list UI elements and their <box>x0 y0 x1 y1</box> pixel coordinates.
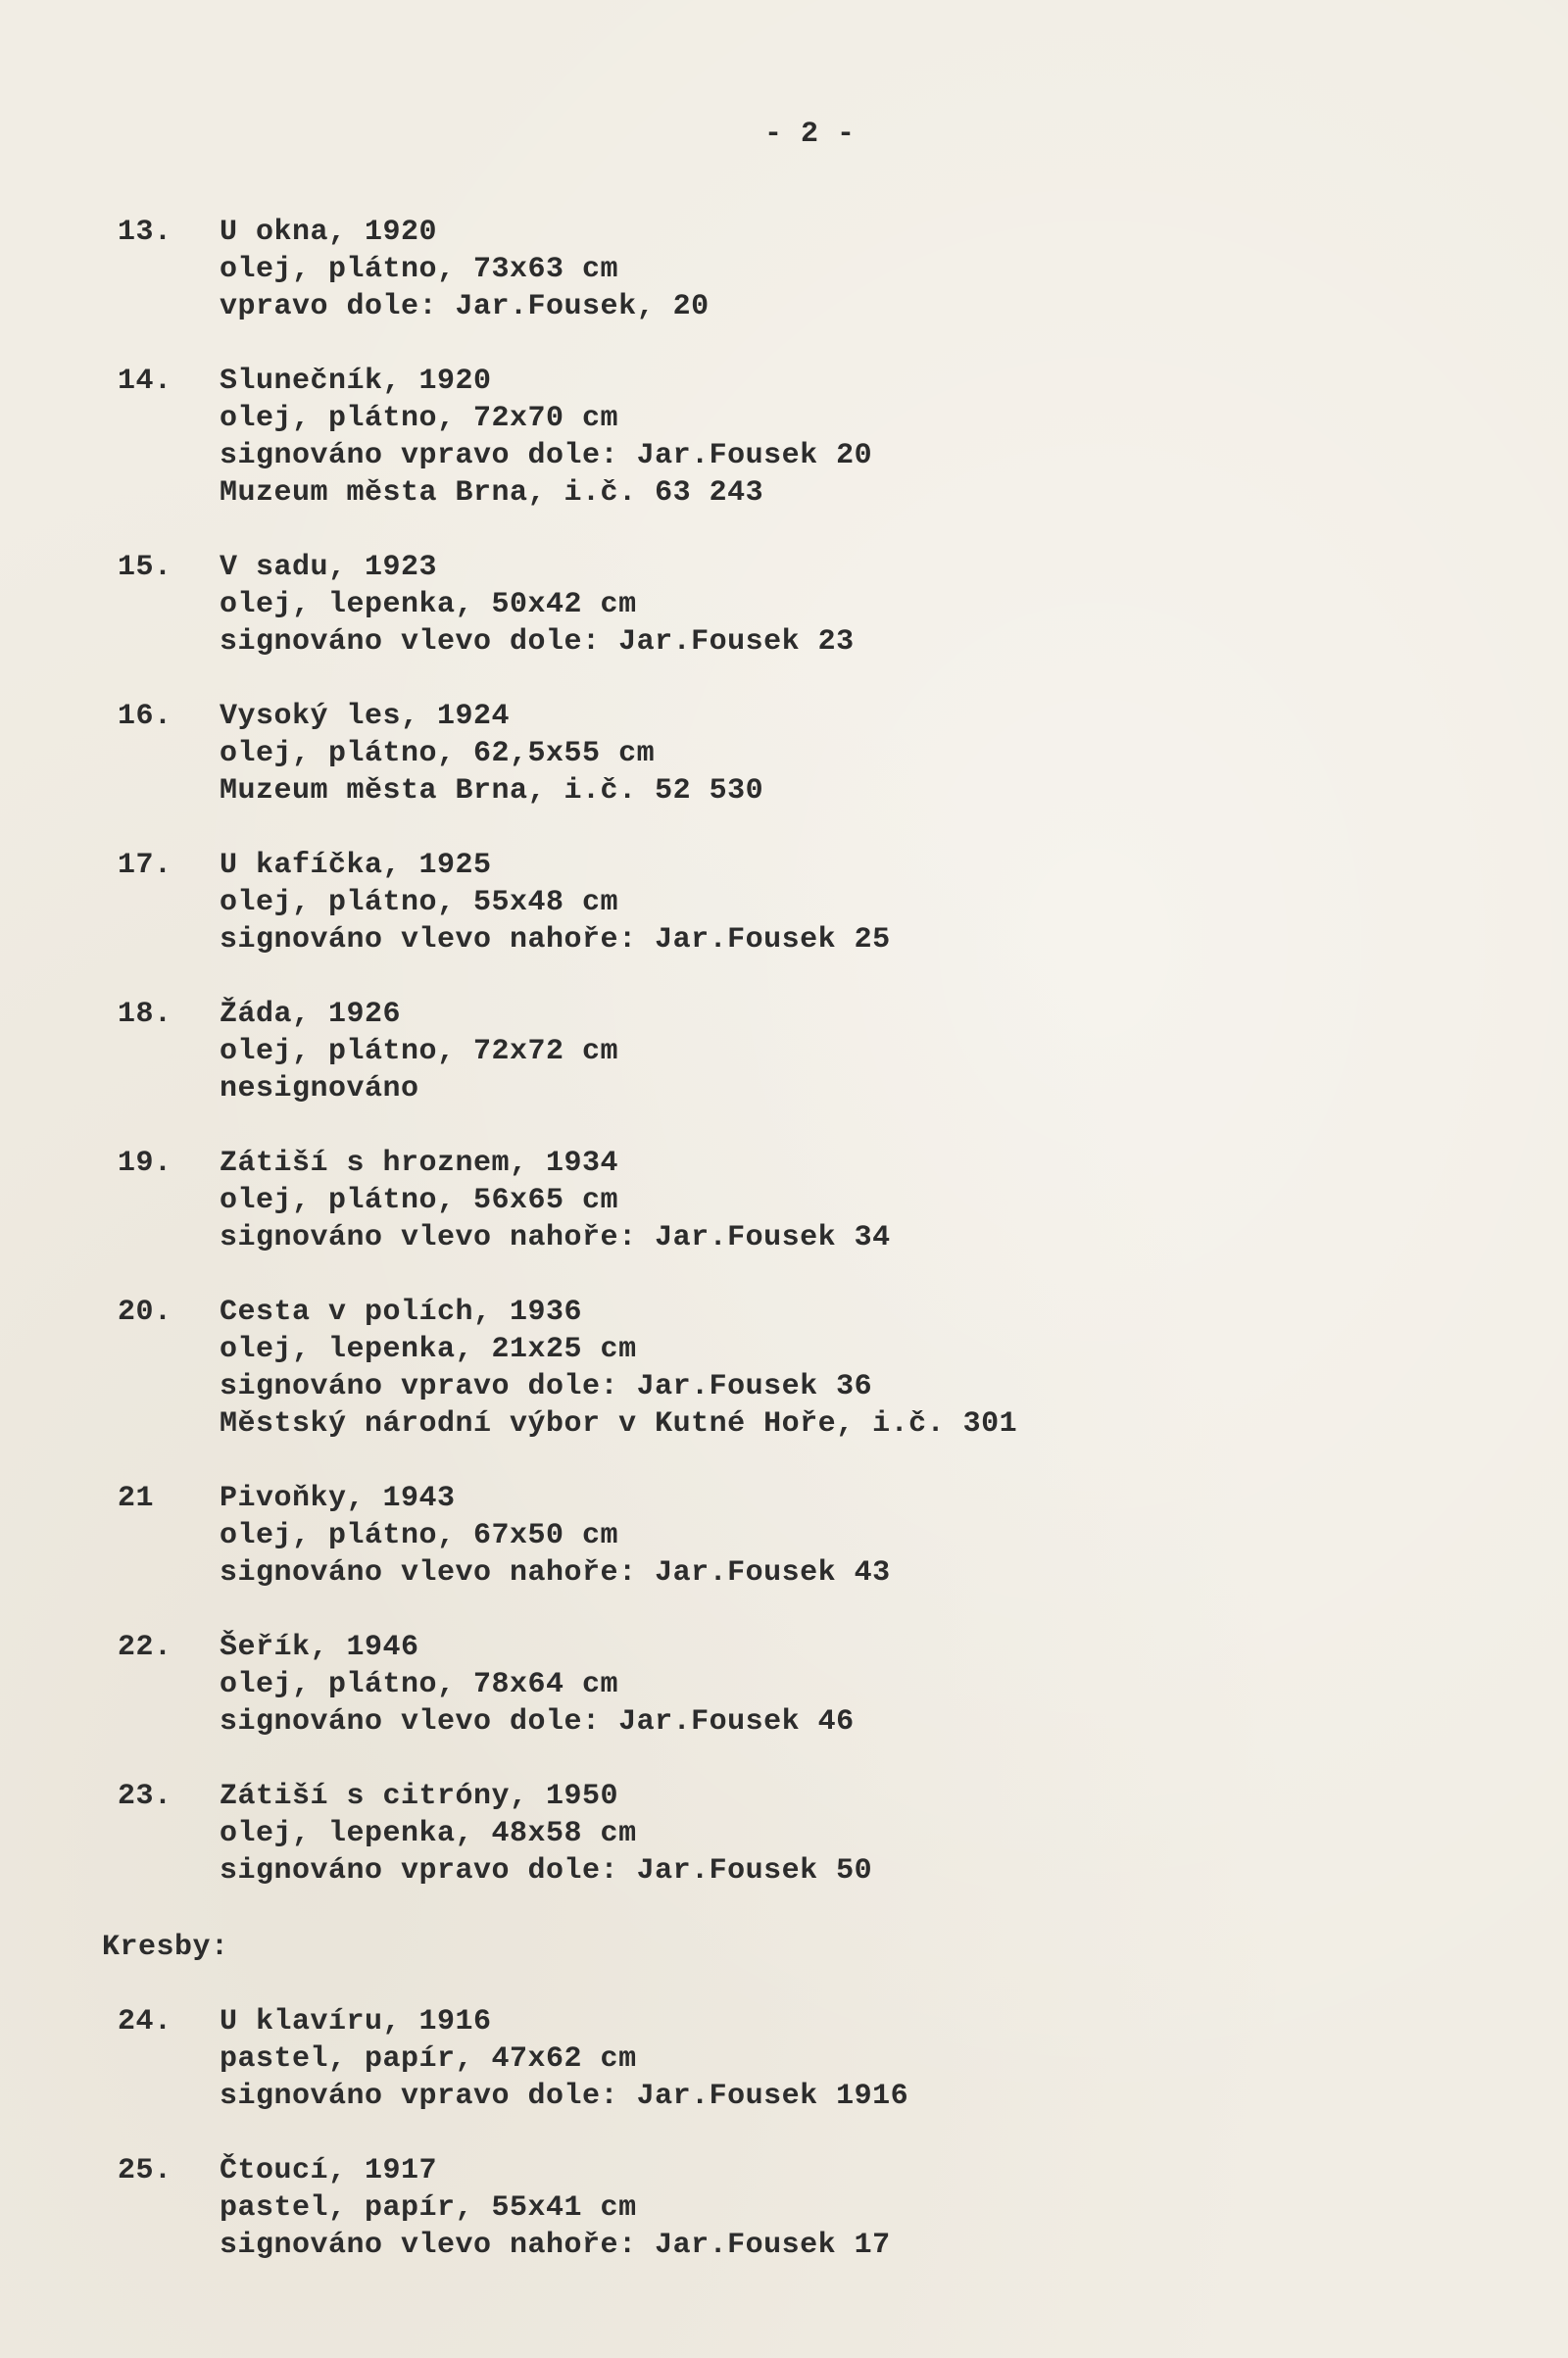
page-number: - 2 - <box>764 118 856 151</box>
entry-detail: signováno vpravo dole: Jar.Fousek 36 <box>220 1370 873 1403</box>
catalogue-entry <box>118 1778 1411 1890</box>
entry-detail: olej, plátno, 72x70 cm <box>220 402 619 435</box>
entry-detail: olej, plátno, 67x50 cm <box>220 1519 619 1552</box>
entry-number: 20. <box>118 1296 172 1329</box>
catalogue-entry <box>118 1145 1411 1256</box>
entry-detail: olej, plátno, 55x48 cm <box>220 886 619 919</box>
entry-title: V sadu, 1923 <box>220 551 438 584</box>
entry-title: Zátiší s hroznem, 1934 <box>220 1147 619 1180</box>
entry-title: U klavíru, 1916 <box>220 2005 492 2039</box>
entry-number: 23. <box>118 1780 172 1813</box>
catalogue-entry <box>118 363 1411 512</box>
entry-title: Pivoňky, 1943 <box>220 1482 456 1515</box>
entry-detail: signováno vlevo dole: Jar.Fousek 46 <box>220 1705 855 1739</box>
entry-title: Cesta v polích, 1936 <box>220 1296 583 1329</box>
entry-detail: signováno vpravo dole: Jar.Fousek 50 <box>220 1854 873 1888</box>
catalogue-entry <box>118 1629 1411 1741</box>
catalogue-entry <box>118 214 1411 325</box>
entry-number: 21 <box>118 1482 155 1515</box>
entry-detail: vpravo dole: Jar.Fousek, 20 <box>220 290 710 323</box>
entry-number: 18. <box>118 998 172 1031</box>
entry-title: Zátiší s citróny, 1950 <box>220 1780 619 1813</box>
entry-detail: olej, plátno, 56x65 cm <box>220 1184 619 1217</box>
entry-title: U okna, 1920 <box>220 216 438 249</box>
entry-detail: Muzeum města Brna, i.č. 63 243 <box>220 476 764 510</box>
entry-detail: pastel, papír, 55x41 cm <box>220 2191 637 2225</box>
entry-detail: olej, plátno, 78x64 cm <box>220 1668 619 1701</box>
entry-number: 16. <box>118 700 172 733</box>
entry-detail: signováno vlevo nahoře: Jar.Fousek 25 <box>220 923 891 957</box>
entry-detail: nesignováno <box>220 1072 419 1105</box>
entry-title: U kafíčka, 1925 <box>220 849 492 882</box>
drawings-heading: Kresby: <box>102 1931 229 1964</box>
entry-detail: olej, plátno, 73x63 cm <box>220 253 619 286</box>
entry-title: Čtoucí, 1917 <box>220 2154 438 2187</box>
catalogue-entry <box>118 996 1411 1107</box>
entry-title: Vysoký les, 1924 <box>220 700 511 733</box>
catalogue-entry <box>118 1480 1411 1592</box>
entry-detail: olej, lepenka, 48x58 cm <box>220 1817 637 1850</box>
entry-detail: Městský národní výbor v Kutné Hoře, i.č. 301 <box>220 1407 1018 1441</box>
entry-detail: signováno vlevo nahoře: Jar.Fousek 17 <box>220 2229 891 2262</box>
catalogue-entry <box>118 549 1411 661</box>
entry-detail: Muzeum města Brna, i.č. 52 530 <box>220 774 764 808</box>
entry-number: 14. <box>118 365 172 398</box>
catalogue-entry <box>118 847 1411 958</box>
entry-detail: olej, lepenka, 21x25 cm <box>220 1333 637 1366</box>
catalogue-entry <box>118 1294 1411 1443</box>
entry-number: 17. <box>118 849 172 882</box>
entry-title: Šeřík, 1946 <box>220 1631 419 1664</box>
catalogue-entry <box>118 698 1411 810</box>
entry-detail: signováno vlevo nahoře: Jar.Fousek 43 <box>220 1556 891 1590</box>
catalogue-entry <box>118 2152 1411 2264</box>
entry-detail: signováno vlevo dole: Jar.Fousek 23 <box>220 625 855 659</box>
entry-detail: olej, plátno, 72x72 cm <box>220 1035 619 1068</box>
entry-detail: olej, lepenka, 50x42 cm <box>220 588 637 621</box>
entry-number: 15. <box>118 551 172 584</box>
catalogue-entry <box>118 2003 1411 2115</box>
catalogue-list <box>102 214 1411 2301</box>
entry-detail: olej, plátno, 62,5x55 cm <box>220 737 656 770</box>
entry-number: 25. <box>118 2154 172 2187</box>
paintings-list <box>118 214 1411 1890</box>
entry-detail: signováno vpravo dole: Jar.Fousek 1916 <box>220 2080 909 2113</box>
entry-title: Žáda, 1926 <box>220 998 402 1031</box>
entry-detail: signováno vlevo nahoře: Jar.Fousek 34 <box>220 1221 891 1254</box>
entry-number: 24. <box>118 2005 172 2039</box>
entry-detail: pastel, papír, 47x62 cm <box>220 2042 637 2076</box>
entry-title: Slunečník, 1920 <box>220 365 492 398</box>
drawings-list <box>118 2003 1411 2264</box>
entry-number: 19. <box>118 1147 172 1180</box>
entry-detail: signováno vpravo dole: Jar.Fousek 20 <box>220 439 873 472</box>
entry-number: 13. <box>118 216 172 249</box>
entry-number: 22. <box>118 1631 172 1664</box>
